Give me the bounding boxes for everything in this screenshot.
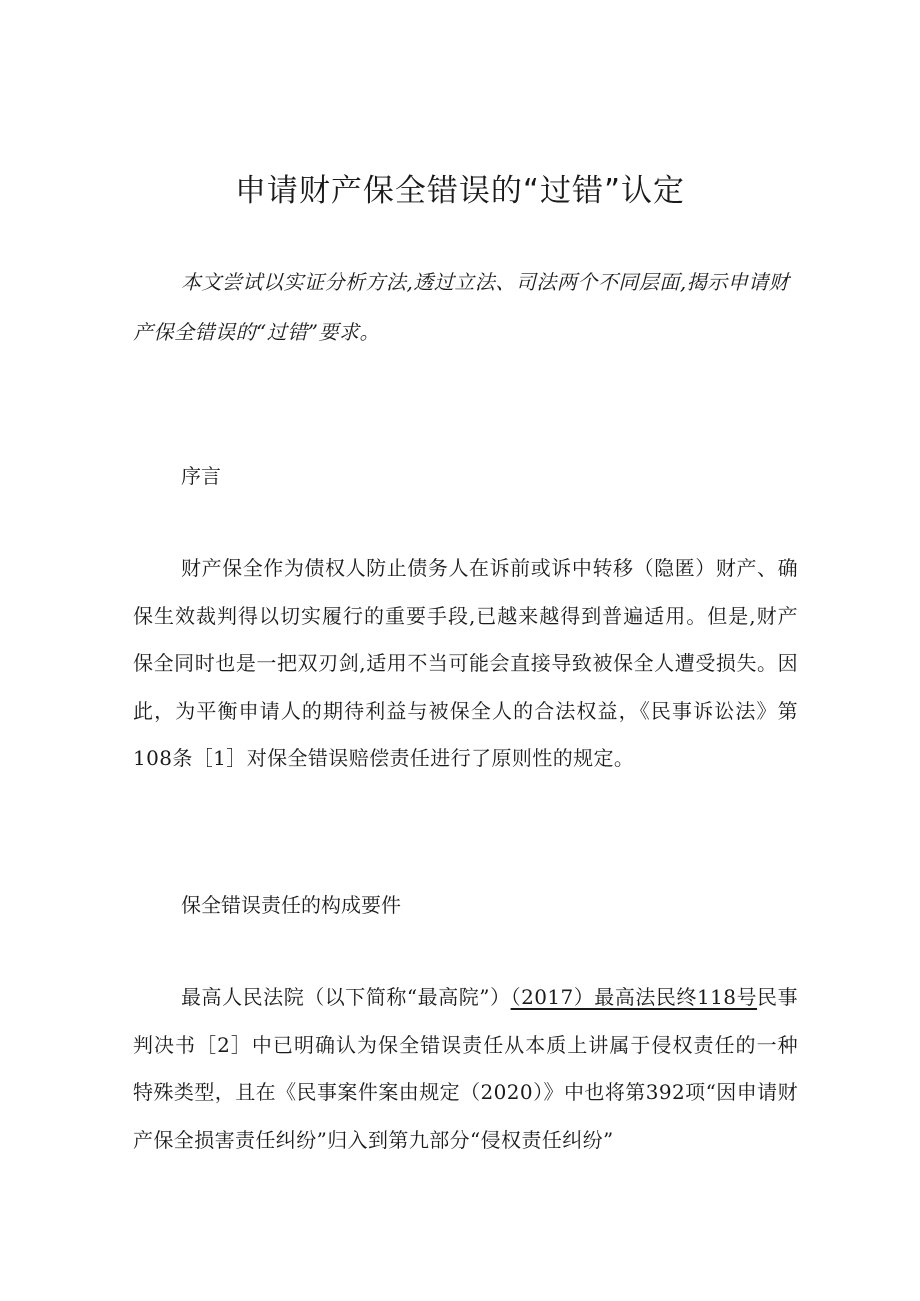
section-heading-preface: 序言 xyxy=(181,464,221,488)
elements-paragraph xyxy=(133,974,798,1164)
document-title: 申请财产保全错误的“过错”认定 xyxy=(234,173,686,209)
case-reference-link[interactable]: （2017）最高法民终118号 xyxy=(510,985,758,1009)
paragraph-rest-text: 民事判决书［2］中已明确认为保全错误责任从本质上讲属于侵权责任的一种特殊类型，且在《民事案件案由规定（2020）》中也将第392项“因申请财产保全损害责任纠纷”归入到第九部分“侵权责任纠纷” xyxy=(133,985,798,1152)
paragraph-lead-text: 最高人民法院（以下简称“最高院”） xyxy=(181,985,511,1009)
preface-paragraph: 财产保全作为债权人防止债务人在诉前或诉中转移（隐匿）财产、确保生效裁判得以切实履行的重要手段,已越来越得到普遍适用。但是,财产保全同时也是一把双刃剑,适用不当可能会直接导致被保全人遭受损失。因此，为平衡申请人的期待利益与被保全人的合法权益，《民事诉讼法》第108条［1］对保全错误赔偿责任进行了原则性的规定。 xyxy=(133,556,798,770)
section-heading-elements: 保全错误责任的构成要件 xyxy=(181,893,401,917)
abstract-paragraph: 本文尝试以实证分析方法,透过立法、司法两个不同层面,揭示申请财产保全错误的“过错”要求。 xyxy=(133,270,790,344)
